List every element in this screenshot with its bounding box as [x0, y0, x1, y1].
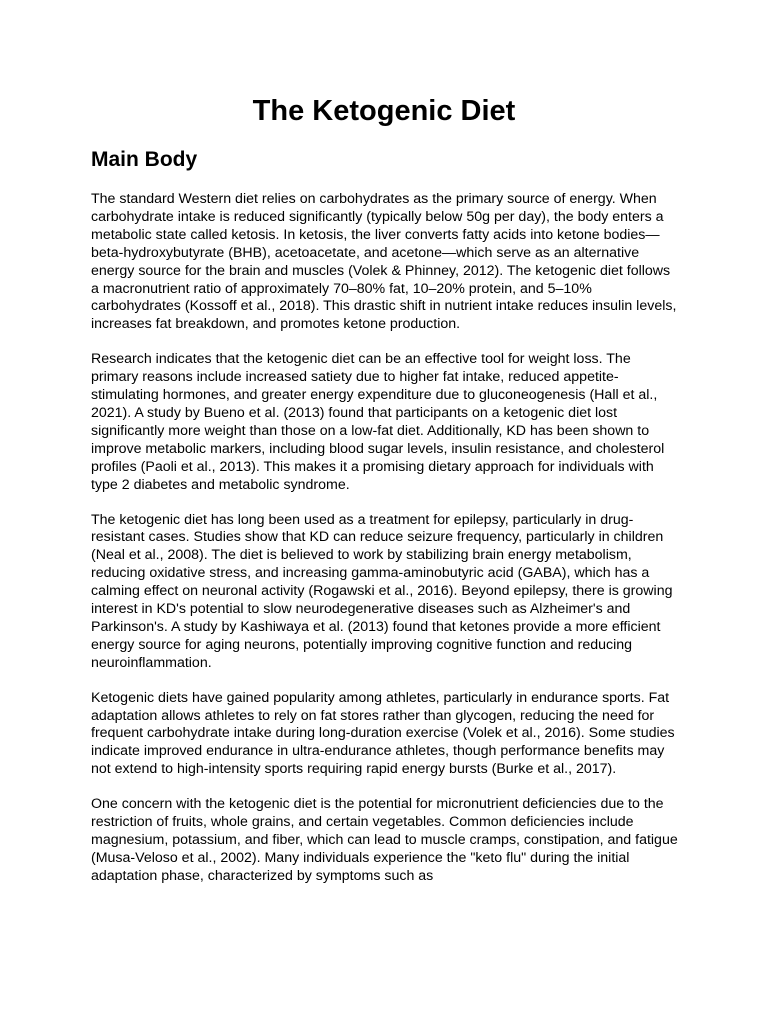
paragraph-athletes: Ketogenic diets have gained popularity among athletes, particularly in endurance sports. Fat adaptation allows athletes to rely on fat stores rather than glycogen, reducing the need for frequent carbohydrate intake during long-duration exercise (Volek et al., 2016). Some studies indicate improved endurance in ultra-endurance athletes, though performance benefits may not extend to high-intensity sports requiring rapid energy bursts (Burke et al., 2017).: [91, 689, 675, 778]
document-body: [91, 191, 681, 903]
paragraph-deficiencies: One concern with the ketogenic diet is the potential for micronutrient deficiencies due to the restriction of fruits, whole grains, and certain vegetables. Common deficiencies include magnesium, potassium, and fiber, which can lead to muscle cramps, constipation, and fatigue (Musa-Veloso et al., 2002). Many individuals experience the "keto flu" during the initial adaptation phase, characterized by symptoms such as: [91, 796, 678, 884]
paragraph-epilepsy: The ketogenic diet has long been used as a treatment for epilepsy, particularly in drug-resistant cases. Studies show that KD can reduce seizure frequency, particularly in children (Neal et al., 2008). The diet is believed to work by stabilizing brain energy metabolism, reducing oxidative stress, and increasing gamma-aminobutyric acid (GABA), which has a calming effect on neuronal activity (Rogawski et al., 2016). Beyond epilepsy, there is growing interest in KD's potential to slow neurodegenerative diseases such as Alzheimer's and Parkinson's. A study by Kashiwaya et al. (2013) found that ketones provide a more efficient energy source for aging neurons, potentially improving cognitive function and reducing neuroinflammation.: [91, 511, 673, 671]
paragraph-ketosis: The standard Western diet relies on carbohydrates as the primary source of energy. When carbohydrate intake is reduced significantly (typically below 50g per day), the body enters a metabolic state called ketosis. In ketosis, the liver converts fatty acids into ketone bodies—beta-hydroxybutyrate (BHB), acetoacetate, and acetone—which serve as an alternative energy source for the brain and muscles (Volek & Phinney, 2012). The ketogenic diet follows a macronutrient ratio of approximately 70–80% fat, 10–20% protein, and 5–10% carbohydrates (Kossoff et al., 2018). This drastic shift in nutrient intake reduces insulin levels, increases fat breakdown, and promotes ketone production.: [91, 191, 677, 333]
section-heading: Main Body: [91, 148, 198, 171]
paragraph-weight-loss: Research indicates that the ketogenic diet can be an effective tool for weight loss. The primary reasons include increased satiety due to higher fat intake, reduced appetite-stimulating hormones, and greater energy expenditure due to gluconeogenesis (Hall et al., 2021). A study by Bueno et al. (2013) found that participants on a ketogenic diet lost significantly more weight than those on a low-fat diet. Additionally, KD has been shown to improve metabolic markers, including blood sugar levels, insulin resistance, and cholesterol profiles (Paoli et al., 2013). This makes it a promising dietary approach for individuals with type 2 diabetes and metabolic syndrome.: [91, 351, 665, 493]
document-title: The Ketogenic Diet: [252, 95, 516, 127]
